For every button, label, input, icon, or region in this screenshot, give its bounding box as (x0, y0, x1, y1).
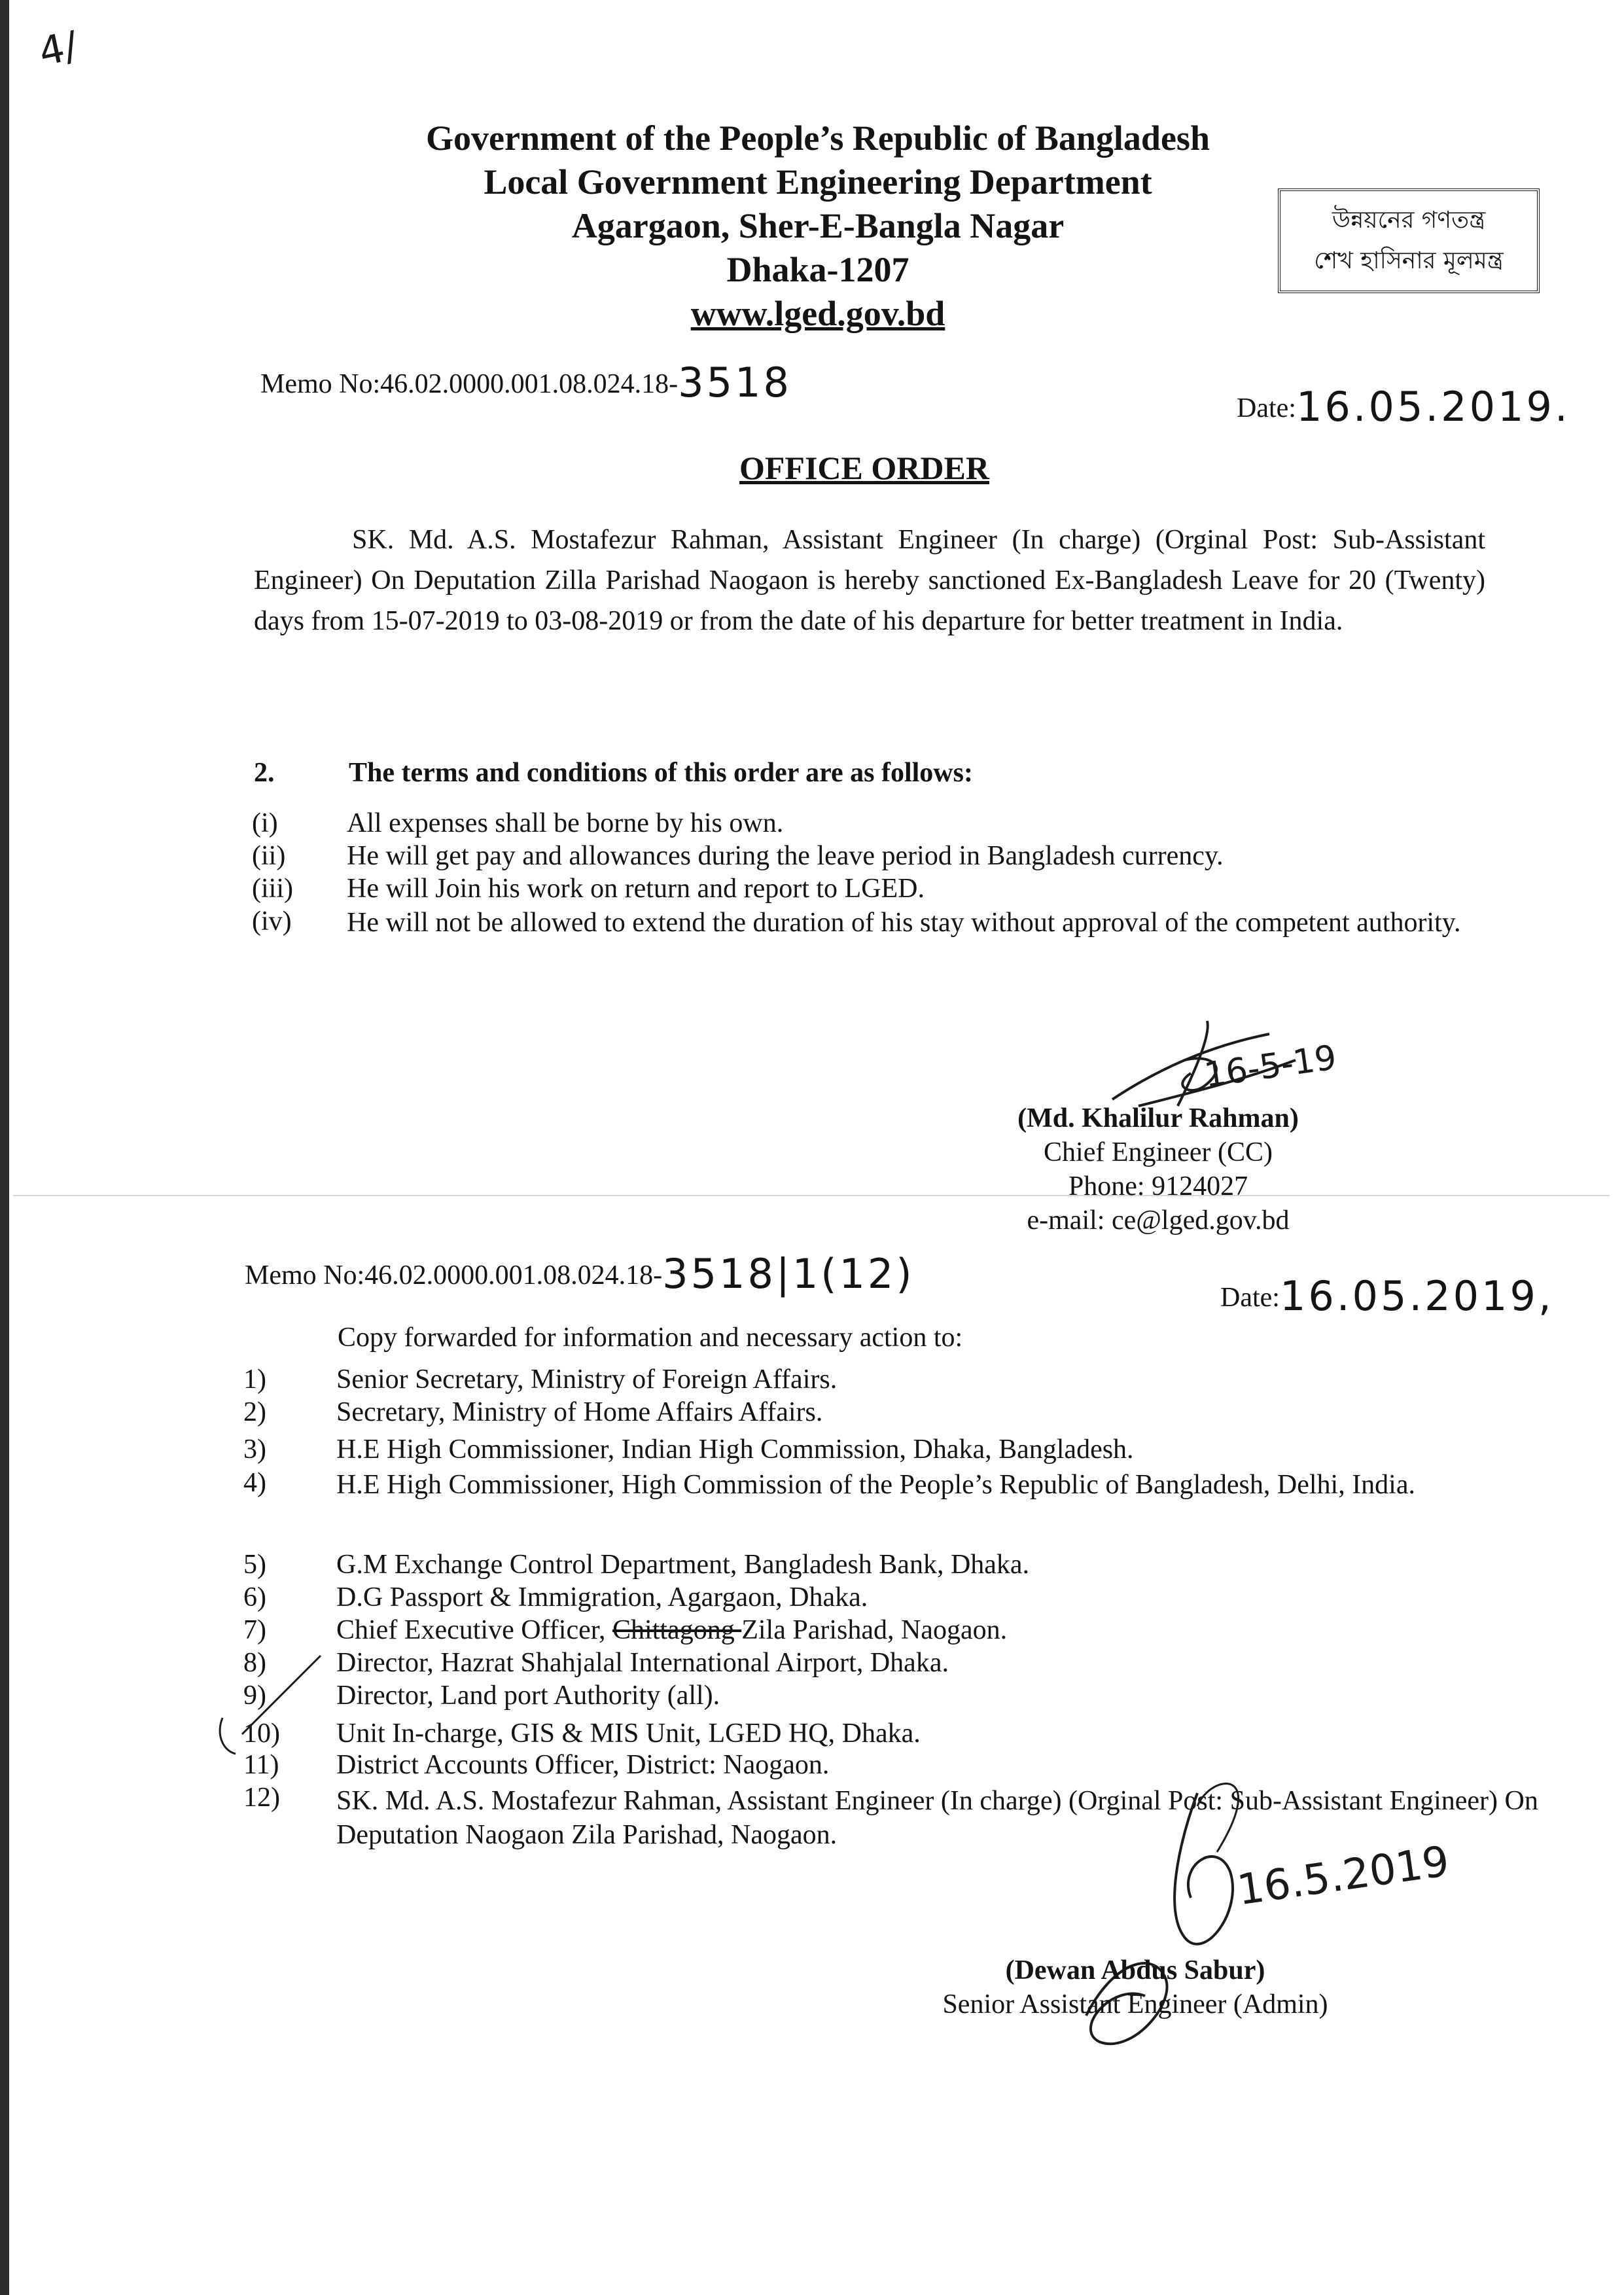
recipient-number: 7) (243, 1615, 266, 1645)
recipient-text: H.E High Commissioner, High Commission of the People’s Republic of Bangladesh, Delhi, India. (336, 1470, 1415, 1500)
recipient-number: 1) (243, 1364, 266, 1395)
signatory-name: (Dewan Abdus Sabur) (1005, 1955, 1265, 1985)
recipient-text-before: Chief Executive Officer, (336, 1615, 613, 1645)
terms-number: 2. (254, 758, 275, 788)
handwritten-page-mark: 4/ (35, 22, 82, 76)
senior-engineer-signature (981, 1767, 1479, 2081)
recipient-text: SK. Md. A.S. Mostafezur Rahman, Assistant Engineer (In charge) (Orginal Post: Sub-Assistant Engineer) On Deputation Naogaon Zila Parishad, Naogaon. (336, 1786, 1538, 1850)
slogan-line-1: উন্নয়নের গণতন্ত্র (1332, 207, 1486, 234)
recipient-number: 8) (243, 1648, 266, 1678)
handwritten-tick-marks (216, 1636, 360, 1767)
slogan-line-2: শেখ হাসিনার মূলমন্ত্র (1314, 247, 1504, 274)
header-line-address: Agargaon, Sher-E-Bangla Nagar (571, 206, 1065, 245)
signatory-designation: Senior Assistant Engineer (Admin) (942, 1989, 1328, 2019)
recipient-number: 12) (243, 1783, 280, 1813)
recipient-text: Senior Secretary, Ministry of Foreign Affairs. (336, 1364, 838, 1395)
recipient-text: District Accounts Officer, District: Naogaon. (336, 1750, 830, 1780)
recipient-number: 4) (243, 1468, 266, 1498)
paper-fold-line (13, 1195, 1610, 1196)
term-number: (i) (252, 808, 278, 838)
recipient-number: 10) (243, 1718, 280, 1749)
letterhead (366, 116, 1269, 336)
signatory-email[interactable]: e-mail: ce@lged.gov.bd (1027, 1205, 1290, 1236)
handwritten-date: 16.05.2019. (1296, 383, 1570, 431)
memo-date-1 (1237, 383, 1570, 431)
memo-date-2 (1220, 1272, 1554, 1320)
recipient-text: Unit In-charge, GIS & MIS Unit, LGED HQ, Dhaka. (336, 1718, 921, 1749)
date-label: Date: (1237, 393, 1296, 423)
term-number: (iii) (252, 874, 293, 904)
date-label: Date: (1220, 1283, 1280, 1313)
recipient-number: 9) (243, 1681, 266, 1711)
recipient-text: Director, Hazrat Shahjalal International Airport, Dhaka. (336, 1648, 949, 1678)
copy-forwarded-line: Copy forwarded for information and necessary action to: (338, 1323, 963, 1353)
term-text: He will not be allowed to extend the duration of his stay without approval of the competent authority. (347, 908, 1461, 938)
recipient-text: D.G Passport & Immigration, Agargaon, Dhaka. (336, 1582, 868, 1612)
recipient-number: 11) (243, 1750, 279, 1780)
memo-handwritten-number: 3518|1(12) (662, 1250, 915, 1298)
signatory-designation: Chief Engineer (CC) (1044, 1137, 1273, 1167)
term-text: He will Join his work on return and report to LGED. (347, 874, 925, 904)
recipient-number: 3) (243, 1434, 266, 1465)
recipient-number: 6) (243, 1582, 266, 1612)
recipient-text-after: Zila Parishad, Naogaon. (741, 1615, 1008, 1645)
signatory-block-1 (962, 1101, 1354, 1237)
struck-text: Chittagong (612, 1615, 742, 1645)
order-title: OFFICE ORDER (739, 450, 989, 486)
order-body-paragraph: SK. Md. A.S. Mostafezur Rahman, Assistant Engineer (In charge) (Orginal Post: Sub-Assistant Engineer) On Deputation Zilla Parishad Naogaon is hereby sanctioned Ex-Bangladesh Leave for 20 (Twenty) days from 15-07-2019 to 03-08-2019 or from the date of his departure for better treatment in India. (254, 525, 1485, 636)
term-number: (iv) (252, 906, 292, 936)
header-line-city: Dhaka-1207 (726, 250, 909, 289)
recipient-text: Director, Land port Authority (all). (336, 1681, 720, 1711)
memo-prefix: Memo No:46.02.0000.001.08.024.18- (245, 1260, 663, 1290)
memo-handwritten-number: 3518 (678, 359, 792, 406)
header-website-link[interactable]: www.lged.gov.bd (690, 294, 945, 333)
slogan-box (1278, 188, 1540, 293)
terms-heading: The terms and conditions of this order are as follows: (349, 758, 973, 788)
recipient-text: G.M Exchange Control Department, Bangladesh Bank, Dhaka. (336, 1550, 1030, 1580)
recipient-text: Secretary, Ministry of Home Affairs Affairs. (336, 1397, 823, 1427)
memo-prefix: Memo No:46.02.0000.001.08.024.18- (260, 369, 679, 399)
signatory-phone: Phone: 9124027 (1068, 1171, 1248, 1201)
recipient-text (336, 1616, 1583, 1644)
memo-number-1 (260, 359, 792, 406)
memo-number-2 (245, 1250, 915, 1298)
recipient-number: 2) (243, 1397, 266, 1427)
scan-edge (0, 0, 9, 2295)
header-line-department: Local Government Engineering Department (484, 162, 1152, 202)
term-text: He will get pay and allowances during the leave period in Bangladesh currency. (347, 841, 1224, 871)
signatory-name: (Md. Khalilur Rahman) (1017, 1103, 1299, 1133)
recipient-text: H.E High Commissioner, Indian High Commission, Dhaka, Bangladesh. (336, 1434, 1134, 1465)
signature-date-2: 16.5.2019 (1234, 1837, 1453, 1915)
signature-date-1: 16-5-19 (1201, 1038, 1339, 1095)
signatory-block-2 (903, 1953, 1368, 2021)
header-line-government: Government of the People’s Republic of Bangladesh (426, 118, 1210, 158)
term-text: All expenses shall be borne by his own. (347, 808, 784, 838)
term-number: (ii) (252, 841, 286, 871)
recipient-number: 5) (243, 1550, 266, 1580)
handwritten-date: 16.05.2019, (1279, 1272, 1554, 1320)
